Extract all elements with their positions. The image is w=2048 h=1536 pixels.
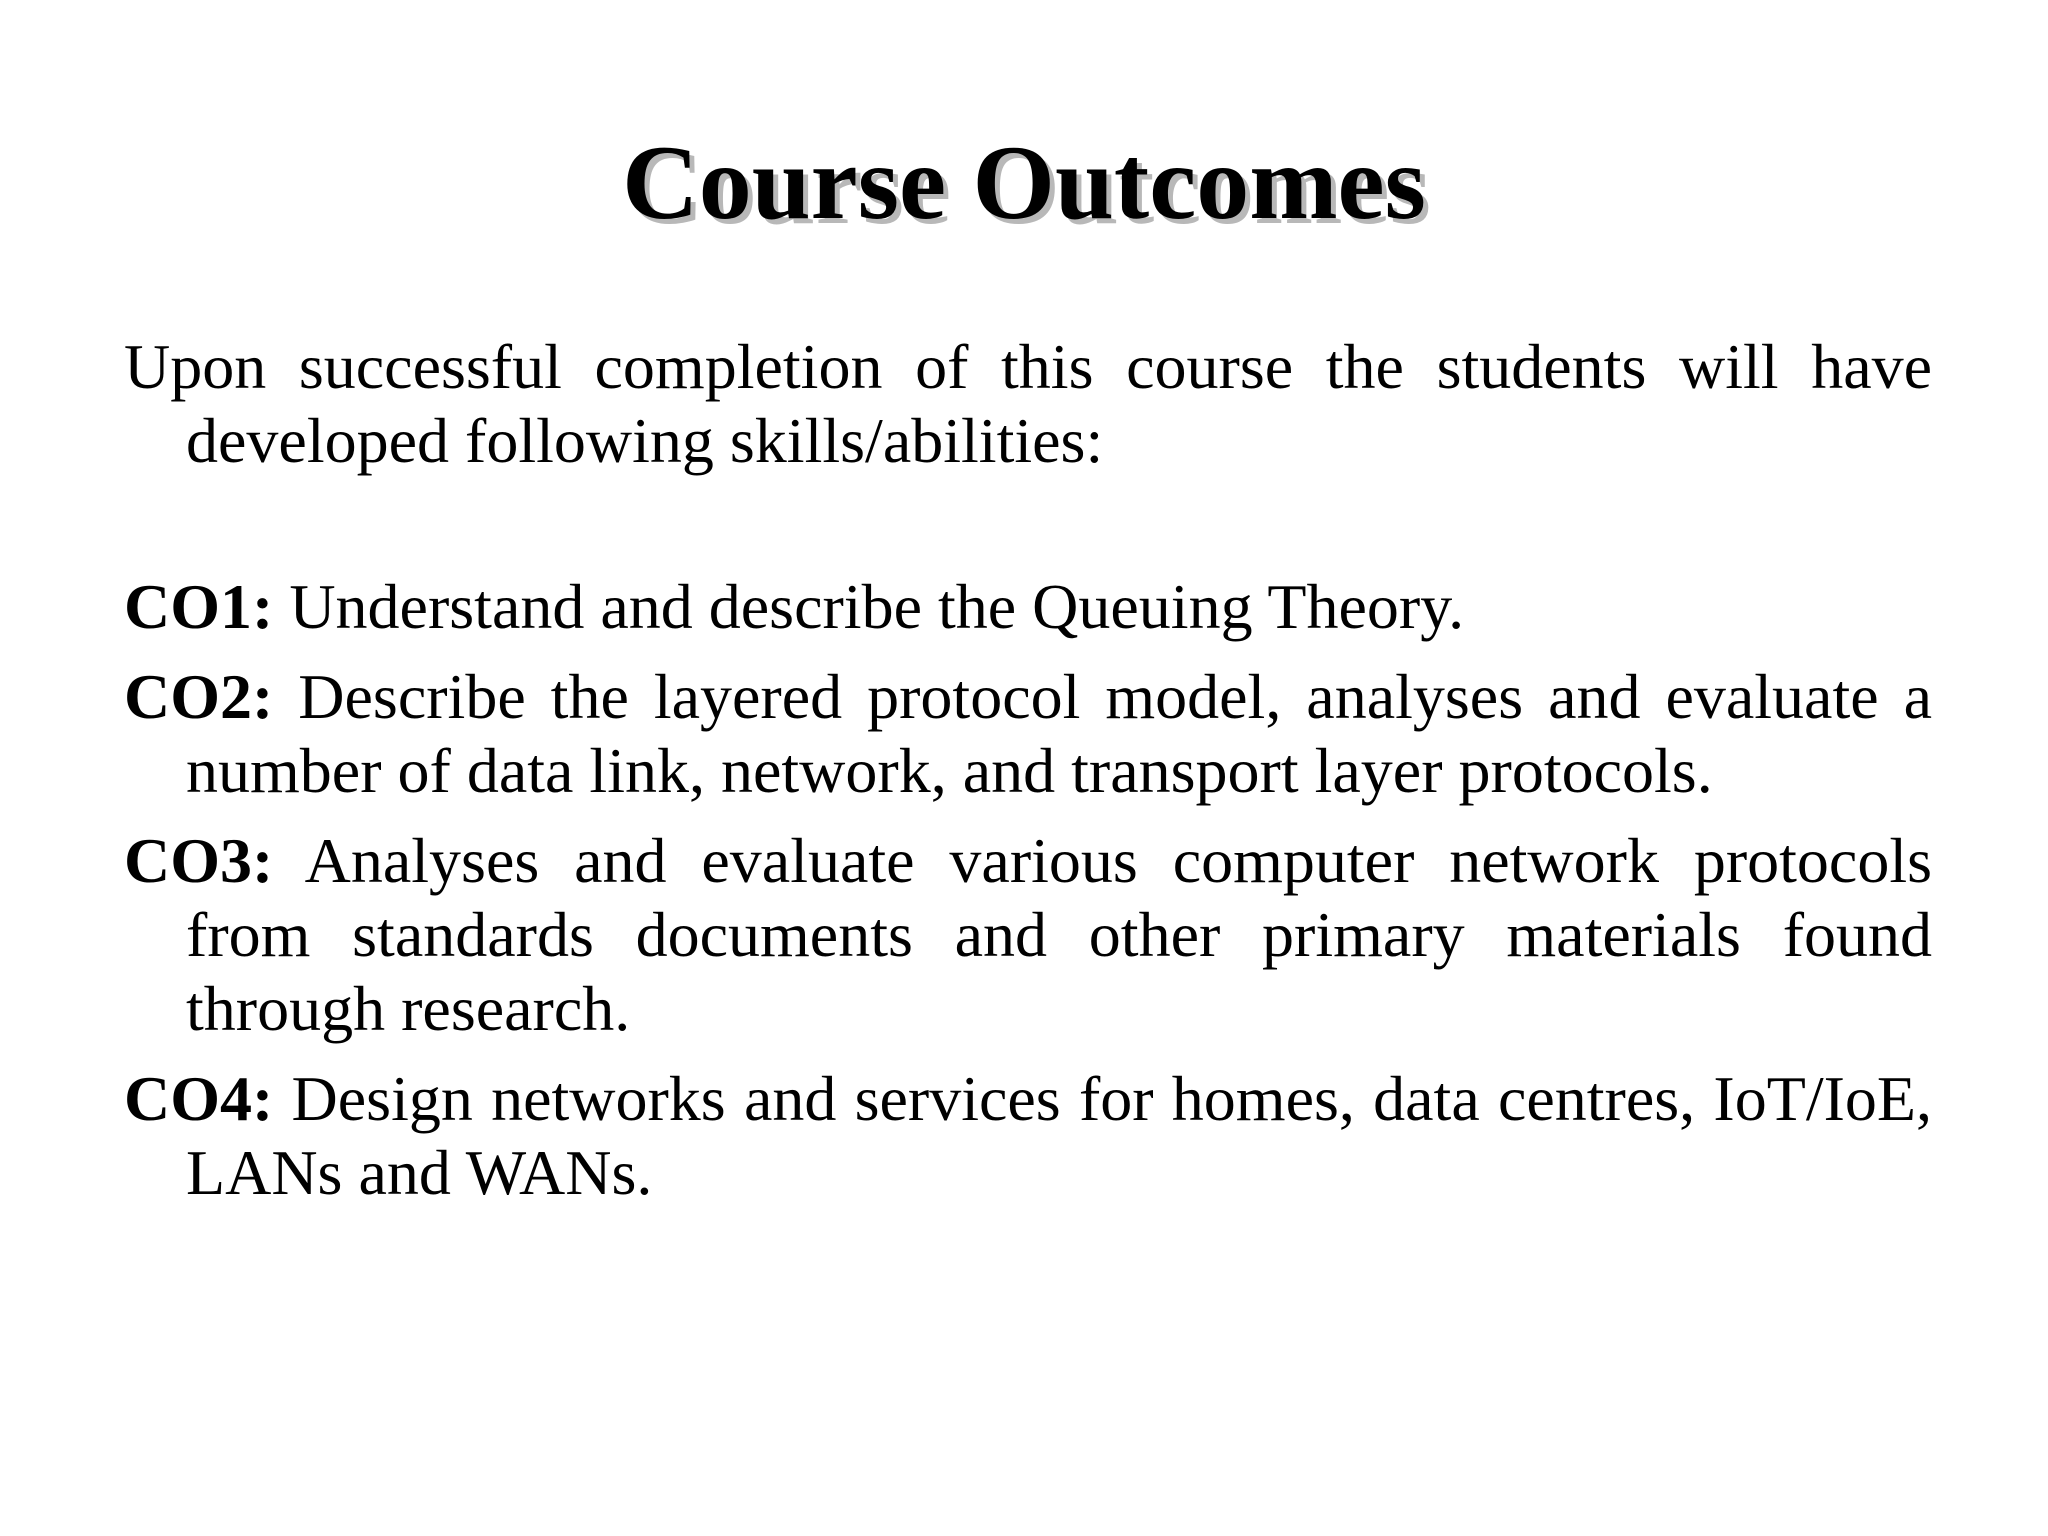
outcome-text: Design networks and services for homes, data centres, IoT/IoE, LANs and WANs. — [186, 1063, 1933, 1208]
outcome-text: Describe the layered protocol model, analyses and evaluate a number of data link, network, and transport layer protocols. — [186, 661, 1933, 806]
intro-paragraph: Upon successful completion of this course the students will have developed following skills/abilities: — [124, 331, 1932, 476]
outcome-text: Understand and describe the Queuing Theory. — [289, 571, 1465, 642]
outcome-co2 — [124, 660, 1932, 808]
outcome-label: CO1: — [124, 571, 274, 642]
slide-title: Course Outcomes — [622, 124, 1426, 241]
outcome-label: CO2: — [124, 661, 274, 732]
outcome-co1 — [124, 570, 1932, 644]
outcome-co4 — [124, 1062, 1932, 1210]
outcome-text: Analyses and evaluate various computer network protocols from standards documents and other primary materials found through research. — [186, 825, 1933, 1044]
outcome-co3 — [124, 824, 1932, 1046]
outcome-label: CO3: — [124, 825, 274, 896]
slide-body — [124, 330, 1932, 1226]
outcome-label: CO4: — [124, 1063, 274, 1134]
